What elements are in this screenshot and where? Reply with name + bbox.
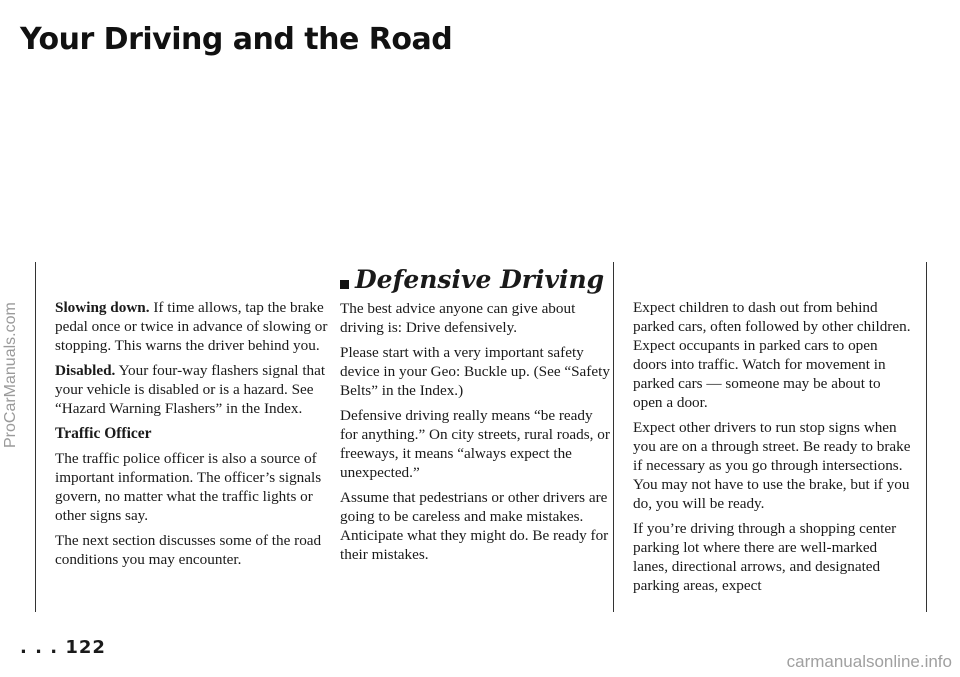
side-watermark: ProCarManuals.com <box>2 302 19 448</box>
text-disabled: Your four-way flashers signal that your vehicle is disabled or is a hazard. See “Hazard Warning Flashers” in the Index. <box>55 362 326 417</box>
paragraph-best-advice: The best advice anyone can give about driving is: Drive defensively. <box>340 300 576 336</box>
paragraph-buckle-up: Please start with a very important safety device in your Geo: Buckle up. (See “Safety Belts” in the Index.) <box>340 344 610 399</box>
paragraph-disabled <box>55 361 330 418</box>
paragraph-children: Expect children to dash out from behind parked cars, often followed by other children. Expect occupants in parked cars to open doors into traffic. Watch for movement in parked cars — someone may be about to open a door. <box>633 299 911 411</box>
paragraph-assume: Assume that pedestrians or other drivers are going to be careless and make mistakes. Anticipate what they might do. Be ready for their mistakes. <box>340 489 609 563</box>
column-rule-mid <box>613 262 614 612</box>
paragraph-traffic-officer: The traffic police officer is also a source of important information. The officer’s signals govern, no matter what the traffic lights or other signs say. <box>55 450 322 524</box>
subhead-traffic-officer: Traffic Officer <box>55 425 152 442</box>
page-title: Your Driving and the Road <box>20 22 453 57</box>
column-rule-right <box>926 262 927 612</box>
column-middle <box>340 265 610 570</box>
lead-disabled: Disabled. <box>55 362 116 379</box>
column-right <box>633 298 911 601</box>
page-number-dots: . . . <box>20 637 59 658</box>
paragraph-slowing-down <box>55 298 330 355</box>
paragraph-next-section: The next section discusses some of the road conditions you may encounter. <box>55 532 322 568</box>
paragraph-be-ready: Defensive driving really means “be ready for anything.” On city streets, rural roads, or freeways, it means “always expect the unexpected.” <box>340 407 610 481</box>
paragraph-stop-signs: Expect other drivers to run stop signs when you are on a through street. Be ready to brake if necessary as you go through intersections. You may not have to use the brake, but if you do, you will be ready. <box>633 419 911 512</box>
bullet-square-icon <box>340 280 349 289</box>
column-rule-left <box>35 262 36 612</box>
bottom-watermark: carmanualsonline.info <box>786 652 952 671</box>
page-number-value: 122 <box>65 637 106 658</box>
lead-slowing-down: Slowing down. <box>55 299 150 316</box>
page-number <box>20 637 106 658</box>
column-left <box>55 298 330 575</box>
paragraph-shopping-center: If you’re driving through a shopping center parking lot where there are well-marked lanes, directional arrows, and designated parking areas, expect <box>633 520 897 594</box>
text-slowing-down: If time allows, tap the brake pedal once or twice in advance of slowing or stopping. This warns the driver behind you. <box>55 299 328 354</box>
section-heading-text: Defensive Driving <box>355 265 605 294</box>
section-heading <box>340 265 610 294</box>
